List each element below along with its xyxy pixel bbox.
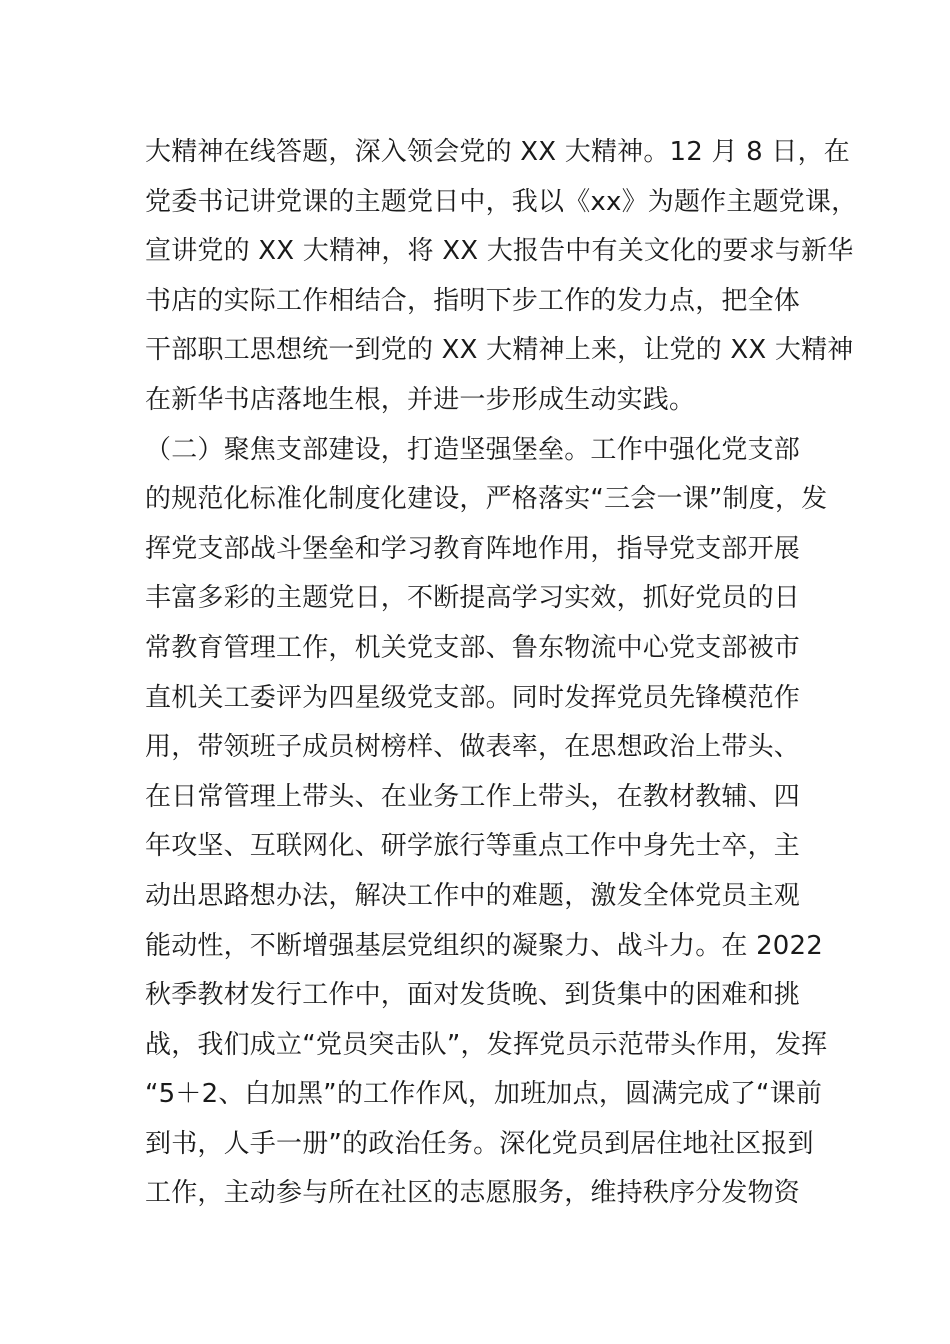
- text-line: 战，我们成立“党员突击队”，发挥党员示范带头作用，发挥: [145, 1029, 828, 1060]
- text-line: 能动性，不断增强基层党组织的凝聚力、战斗力。在 2022: [145, 930, 824, 961]
- document-body: [145, 128, 858, 1219]
- text-line: 书店的实际工作相结合，指明下步工作的发力点，把全体: [145, 285, 801, 316]
- text-line: 宣讲党的 XX 大精神，将 XX 大报告中有关文化的要求与新华: [145, 236, 854, 267]
- text-line: 常教育管理工作，机关党支部、鲁东物流中心党支部被市: [145, 632, 801, 663]
- text-line: 丰富多彩的主题党日，不断提高学习实效，抓好党员的日: [145, 583, 801, 614]
- text-line: 到书，人手一册”的政治任务。深化党员到居住地社区报到: [145, 1128, 814, 1159]
- text-line: 工作，主动参与所在社区的志愿服务，维持秩序分发物资: [145, 1178, 801, 1209]
- text-line: 大精神在线答题，深入领会党的 XX 大精神。12 月 8 日，在: [145, 137, 850, 167]
- text-line: 秋季教材发行工作中，面对发货晚、到货集中的困难和挑: [145, 980, 801, 1011]
- text-line: 动出思路想办法，解决工作中的难题，激发全体党员主观: [145, 880, 801, 911]
- section-heading-line: （二）聚焦支部建设，打造坚强堡垒。工作中强化党支部: [145, 434, 801, 465]
- text-line: 在新华书店落地生根，并进一步形成生动实践。: [145, 384, 696, 415]
- text-line: 用，带领班子成员树榜样、做表率，在思想政治上带头、: [145, 732, 801, 763]
- text-line: 挥党支部战斗堡垒和学习教育阵地作用，指导党支部开展: [145, 533, 801, 564]
- text-line: 直机关工委评为四星级党支部。同时发挥党员先锋模范作: [145, 682, 801, 713]
- text-line: 的规范化标准化制度化建设，严格落实“三会一课”制度，发: [145, 484, 828, 515]
- text-line: 年攻坚、互联网化、研学旅行等重点工作中身先士卒，主: [145, 831, 801, 862]
- text-line: 在日常管理上带头、在业务工作上带头，在教材教辅、四: [145, 781, 801, 812]
- text-line: “5＋2、白加黑”的工作作风，加班加点，圆满完成了“课前: [145, 1079, 823, 1110]
- text-line: 党委书记讲党课的主题党日中，我以《xx》为题作主题党课，: [145, 186, 858, 217]
- text-line: 干部职工思想统一到党的 XX 大精神上来，让党的 XX 大精神: [145, 335, 854, 366]
